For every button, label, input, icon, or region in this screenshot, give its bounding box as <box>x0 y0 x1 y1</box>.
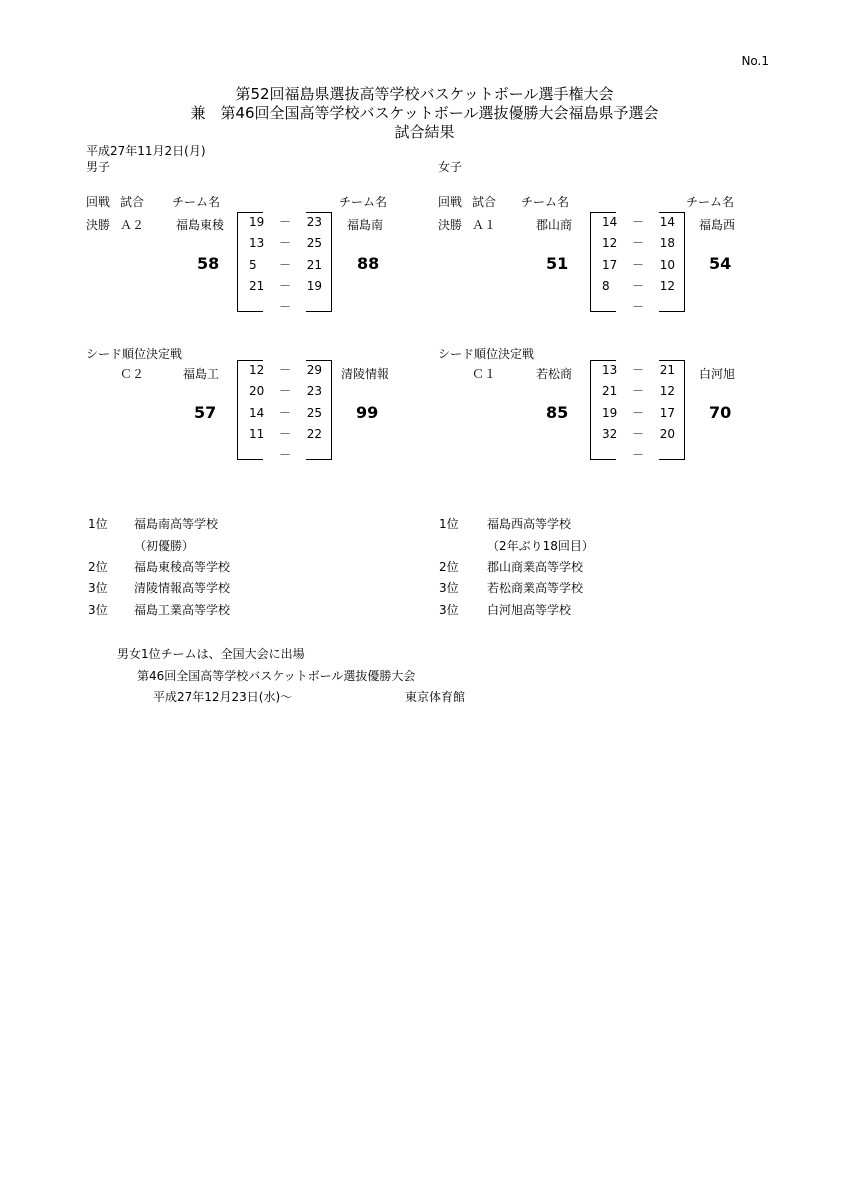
score-b: 20 <box>659 427 675 441</box>
boys-rank-label: 2位 <box>88 560 108 574</box>
period-row <box>590 381 685 402</box>
period-row <box>237 276 332 297</box>
score-a: 14 <box>249 406 265 420</box>
period-row <box>590 360 685 381</box>
score-b: 21 <box>306 258 322 272</box>
period-row <box>590 276 685 297</box>
boys-round-header: 回戦 <box>86 195 111 209</box>
score-b: 23 <box>306 215 322 229</box>
boys-seed-total-b: 99 <box>356 403 379 422</box>
girls-rank-label: 3位 <box>439 603 459 617</box>
girls-rank-label: 3位 <box>439 581 459 595</box>
girls-label: 女子 <box>438 160 463 174</box>
boys-rank-school: 福島南高等学校 <box>134 517 219 531</box>
girls-seed-label: シード順位決定戦 <box>438 347 535 361</box>
period-row <box>237 233 332 254</box>
score-dash: － <box>278 384 291 398</box>
period-row <box>590 212 685 233</box>
score-dash: － <box>631 427 644 441</box>
boys-seed-score-box <box>237 360 332 460</box>
score-b: 29 <box>306 363 322 377</box>
boys-team-a-header: チーム名 <box>172 195 221 209</box>
score-b: 22 <box>306 427 322 441</box>
document-heading: 試合結果 <box>394 123 455 141</box>
score-a: 17 <box>602 258 618 272</box>
boys-final-score-box <box>237 212 332 312</box>
girls-team-a-header: チーム名 <box>521 195 570 209</box>
girls-seed-score-box <box>590 360 685 460</box>
period-row-overtime <box>237 446 332 460</box>
score-dash: － <box>631 300 644 314</box>
boys-rank-label: 1位 <box>88 517 108 531</box>
girls-match-header: 試合 <box>472 195 497 209</box>
girls-final-total-a: 51 <box>546 254 569 273</box>
boys-match-header: 試合 <box>120 195 145 209</box>
girls-final-match: Ａ１ <box>472 218 497 232</box>
period-row <box>237 381 332 402</box>
period-row-overtime <box>590 298 685 312</box>
score-dash: － <box>278 279 291 293</box>
boys-rank-school: 福島東稜高等学校 <box>134 560 231 574</box>
girls-final-team-a: 郡山商 <box>536 218 573 232</box>
score-dash: － <box>278 406 291 420</box>
score-b: 25 <box>306 236 322 250</box>
score-dash: － <box>631 406 644 420</box>
score-a: 12 <box>602 236 618 250</box>
score-a: 13 <box>602 363 618 377</box>
score-a: 13 <box>249 236 265 250</box>
score-dash: － <box>631 215 644 229</box>
period-row <box>237 255 332 276</box>
boys-label: 男子 <box>86 160 111 174</box>
score-b: 17 <box>659 406 675 420</box>
score-a: 32 <box>602 427 618 441</box>
score-b: 12 <box>659 384 675 398</box>
boys-seed-total-a: 57 <box>194 403 217 422</box>
girls-rank-school: 福島西高等学校 <box>487 517 572 531</box>
boys-seed-team-b: 清陵情報 <box>341 367 390 381</box>
boys-rank-school: 福島工業高等学校 <box>134 603 231 617</box>
score-b: 12 <box>659 279 675 293</box>
score-dash: － <box>631 384 644 398</box>
period-row <box>590 403 685 424</box>
girls-seed-team-a: 若松商 <box>536 367 573 381</box>
boys-final-match: Ａ２ <box>120 218 145 232</box>
score-dash: － <box>278 300 291 314</box>
score-dash: － <box>278 448 291 462</box>
score-a: 14 <box>602 215 618 229</box>
boys-rank-note: （初優勝） <box>134 539 195 553</box>
score-dash: － <box>631 258 644 272</box>
boys-final-total-b: 88 <box>357 254 380 273</box>
girls-final-total-b: 54 <box>709 254 732 273</box>
period-row-overtime <box>590 446 685 460</box>
event-date: 平成27年11月2日(月) <box>86 144 206 158</box>
period-row <box>237 424 332 445</box>
boys-seed-label: シード順位決定戦 <box>86 347 183 361</box>
score-a: 12 <box>249 363 265 377</box>
period-row-overtime <box>237 298 332 312</box>
score-a: 5 <box>249 258 257 272</box>
girls-seed-total-b: 70 <box>709 403 732 422</box>
score-a: 19 <box>602 406 618 420</box>
page-number: No.1 <box>741 54 769 68</box>
national-event-name: 第46回全国高等学校バスケットボール選抜優勝大会 <box>137 669 416 683</box>
score-a: 19 <box>249 215 265 229</box>
score-a: 11 <box>249 427 265 441</box>
boys-final-total-a: 58 <box>197 254 220 273</box>
boys-rank-label: 3位 <box>88 603 108 617</box>
national-event-date: 平成27年12月23日(水)～ <box>153 690 293 704</box>
document-subtitle: 兼 第46回全国高等学校バスケットボール選抜優勝大会福島県予選会 <box>190 104 659 122</box>
score-b: 18 <box>659 236 675 250</box>
score-b: 14 <box>659 215 675 229</box>
girls-seed-total-a: 85 <box>546 403 569 422</box>
score-b: 23 <box>306 384 322 398</box>
national-note: 男女1位チームは、全国大会に出場 <box>117 647 305 661</box>
national-event-venue: 東京体育館 <box>405 690 466 704</box>
score-b: 10 <box>659 258 675 272</box>
period-row <box>237 403 332 424</box>
period-row <box>237 360 332 381</box>
score-a: 21 <box>249 279 265 293</box>
girls-rank-label: 1位 <box>439 517 459 531</box>
document-title: 第52回福島県選抜高等学校バスケットボール選手権大会 <box>235 85 614 103</box>
score-b: 19 <box>306 279 322 293</box>
boys-rank-school: 清陵情報高等学校 <box>134 581 231 595</box>
girls-team-b-header: チーム名 <box>686 195 735 209</box>
score-a: 20 <box>249 384 265 398</box>
score-a: 8 <box>602 279 610 293</box>
period-row <box>590 255 685 276</box>
score-b: 21 <box>659 363 675 377</box>
boys-final-team-b: 福島南 <box>347 218 384 232</box>
girls-rank-note: （2年ぶり18回目） <box>487 539 594 553</box>
girls-rank-school: 白河旭高等学校 <box>487 603 572 617</box>
score-dash: － <box>278 258 291 272</box>
score-dash: － <box>631 448 644 462</box>
score-dash: － <box>631 363 644 377</box>
period-row <box>590 424 685 445</box>
boys-team-b-header: チーム名 <box>339 195 388 209</box>
boys-final-round: 決勝 <box>86 218 111 232</box>
score-dash: － <box>278 363 291 377</box>
period-row <box>590 233 685 254</box>
girls-seed-team-b: 白河旭 <box>699 367 736 381</box>
girls-rank-school: 郡山商業高等学校 <box>487 560 584 574</box>
boys-final-team-a: 福島東稜 <box>176 218 225 232</box>
score-dash: － <box>278 215 291 229</box>
score-dash: － <box>631 279 644 293</box>
period-row <box>237 212 332 233</box>
girls-final-score-box <box>590 212 685 312</box>
girls-round-header: 回戦 <box>438 195 463 209</box>
girls-seed-match: Ｃ１ <box>472 367 497 381</box>
girls-rank-label: 2位 <box>439 560 459 574</box>
girls-final-team-b: 福島西 <box>699 218 736 232</box>
score-b: 25 <box>306 406 322 420</box>
score-dash: － <box>278 236 291 250</box>
boys-seed-team-a: 福島工 <box>183 367 220 381</box>
score-dash: － <box>631 236 644 250</box>
boys-rank-label: 3位 <box>88 581 108 595</box>
score-a: 21 <box>602 384 618 398</box>
boys-seed-match: Ｃ２ <box>120 367 145 381</box>
score-dash: － <box>278 427 291 441</box>
girls-final-round: 決勝 <box>438 218 463 232</box>
girls-rank-school: 若松商業高等学校 <box>487 581 584 595</box>
